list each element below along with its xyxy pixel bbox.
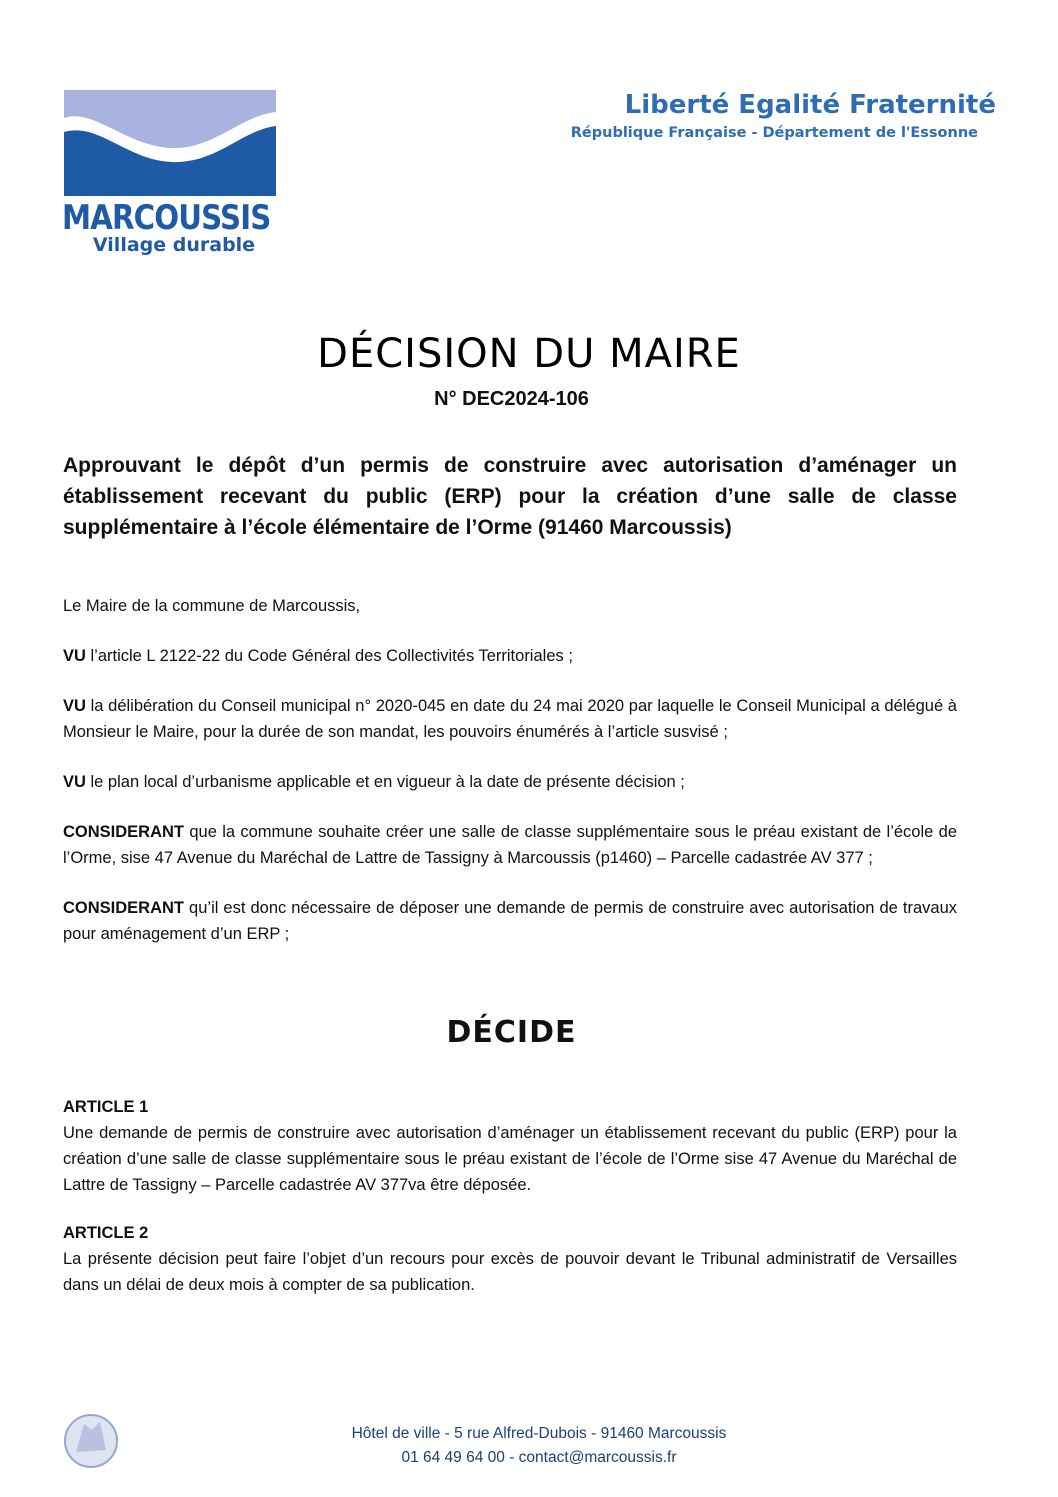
document-title: DÉCISION DU MAIRE bbox=[317, 331, 741, 377]
republic-subtitle: République Française - Département de l'Essonne bbox=[570, 125, 978, 141]
consideration-text: la délibération du Conseil municipal n° 2020-045 en date du 24 mai 2020 par laquelle le Conseil Municipal a délégué à Monsieur le Maire, pour la durée de son mandat, les pouvoirs énumérés à l’article susvisé ; bbox=[63, 697, 957, 741]
consideration-paragraph bbox=[63, 769, 957, 795]
consideration-keyword: VU bbox=[63, 697, 86, 715]
footer-address: Hôtel de ville - 5 rue Alfred-Dubois - 91460 Marcoussis bbox=[351, 1425, 727, 1442]
consideration-text: que la commune souhaite créer une salle de classe supplémentaire sous le préau existant de l’école de l’Orme, sise 47 Avenue du Maréchal de Lattre de Tassigny à Marcoussis (p1460) – Parcelle cadastrée AV 377 ; bbox=[63, 823, 957, 867]
consideration-paragraph bbox=[63, 643, 957, 669]
footer bbox=[0, 1422, 1058, 1470]
article-text: La présente décision peut faire l’objet d’un recours pour excès de pouvoir devant le Tribunal administratif de Versailles dans un délai de deux mois à compter de sa publication. bbox=[63, 1250, 957, 1294]
consideration-text: l’article L 2122-22 du Code Général des Collectivités Territoriales ; bbox=[85, 647, 573, 665]
article-title: ARTICLE 1 bbox=[63, 1098, 149, 1116]
consideration-keyword: VU bbox=[63, 773, 86, 791]
consideration-keyword: CONSIDERANT bbox=[63, 899, 185, 917]
decision-number: N° DEC2024-106 bbox=[434, 388, 589, 410]
article-text: Une demande de permis de construire avec autorisation d’aménager un établissement recevant du public (ERP) pour la création d’une salle de classe supplémentaire sous le préau existant de l’école de l’Orme sise 47 Avenue du Maréchal de Lattre de Tassigny – Parcelle cadastrée AV 377va être déposée. bbox=[63, 1124, 957, 1194]
marcoussis-logo bbox=[62, 90, 280, 265]
articles-section bbox=[63, 1094, 957, 1320]
intro-paragraph: Le Maire de la commune de Marcoussis, bbox=[63, 597, 361, 615]
footer-contact: 01 64 49 64 00 - contact@marcoussis.fr bbox=[401, 1449, 677, 1466]
decide-heading: DÉCIDE bbox=[446, 1015, 577, 1050]
consideration-paragraph bbox=[63, 693, 957, 745]
consideration-keyword: CONSIDERANT bbox=[63, 823, 185, 841]
logo-tagline: Village durable bbox=[92, 234, 256, 256]
consideration-text: le plan local d’urbanisme applicable et en vigueur à la date de présente décision ; bbox=[85, 773, 685, 791]
consideration-paragraph bbox=[63, 819, 957, 871]
logo-name: MARCOUSSIS bbox=[62, 198, 271, 238]
article-title: ARTICLE 2 bbox=[63, 1224, 149, 1242]
consideration-keyword: VU bbox=[63, 647, 86, 665]
consideration-text: qu’il est donc nécessaire de déposer une demande de permis de construire avec autorisation de travaux pour aménagement d’un ERP ; bbox=[63, 899, 957, 943]
republic-header bbox=[571, 88, 996, 144]
consideration-paragraph bbox=[63, 895, 957, 947]
logo-wave-icon bbox=[64, 90, 276, 196]
republic-motto: Liberté Egalité Fraternité bbox=[624, 90, 996, 120]
decision-subject: Approuvant le dépôt d’un permis de construire avec autorisation d’aménager un établissement recevant du public (ERP) pour la création d’une salle de classe supplémentaire à l’école élémentaire de l’Orme (91460 Marcoussis) bbox=[63, 454, 957, 539]
decision-body bbox=[63, 593, 957, 971]
